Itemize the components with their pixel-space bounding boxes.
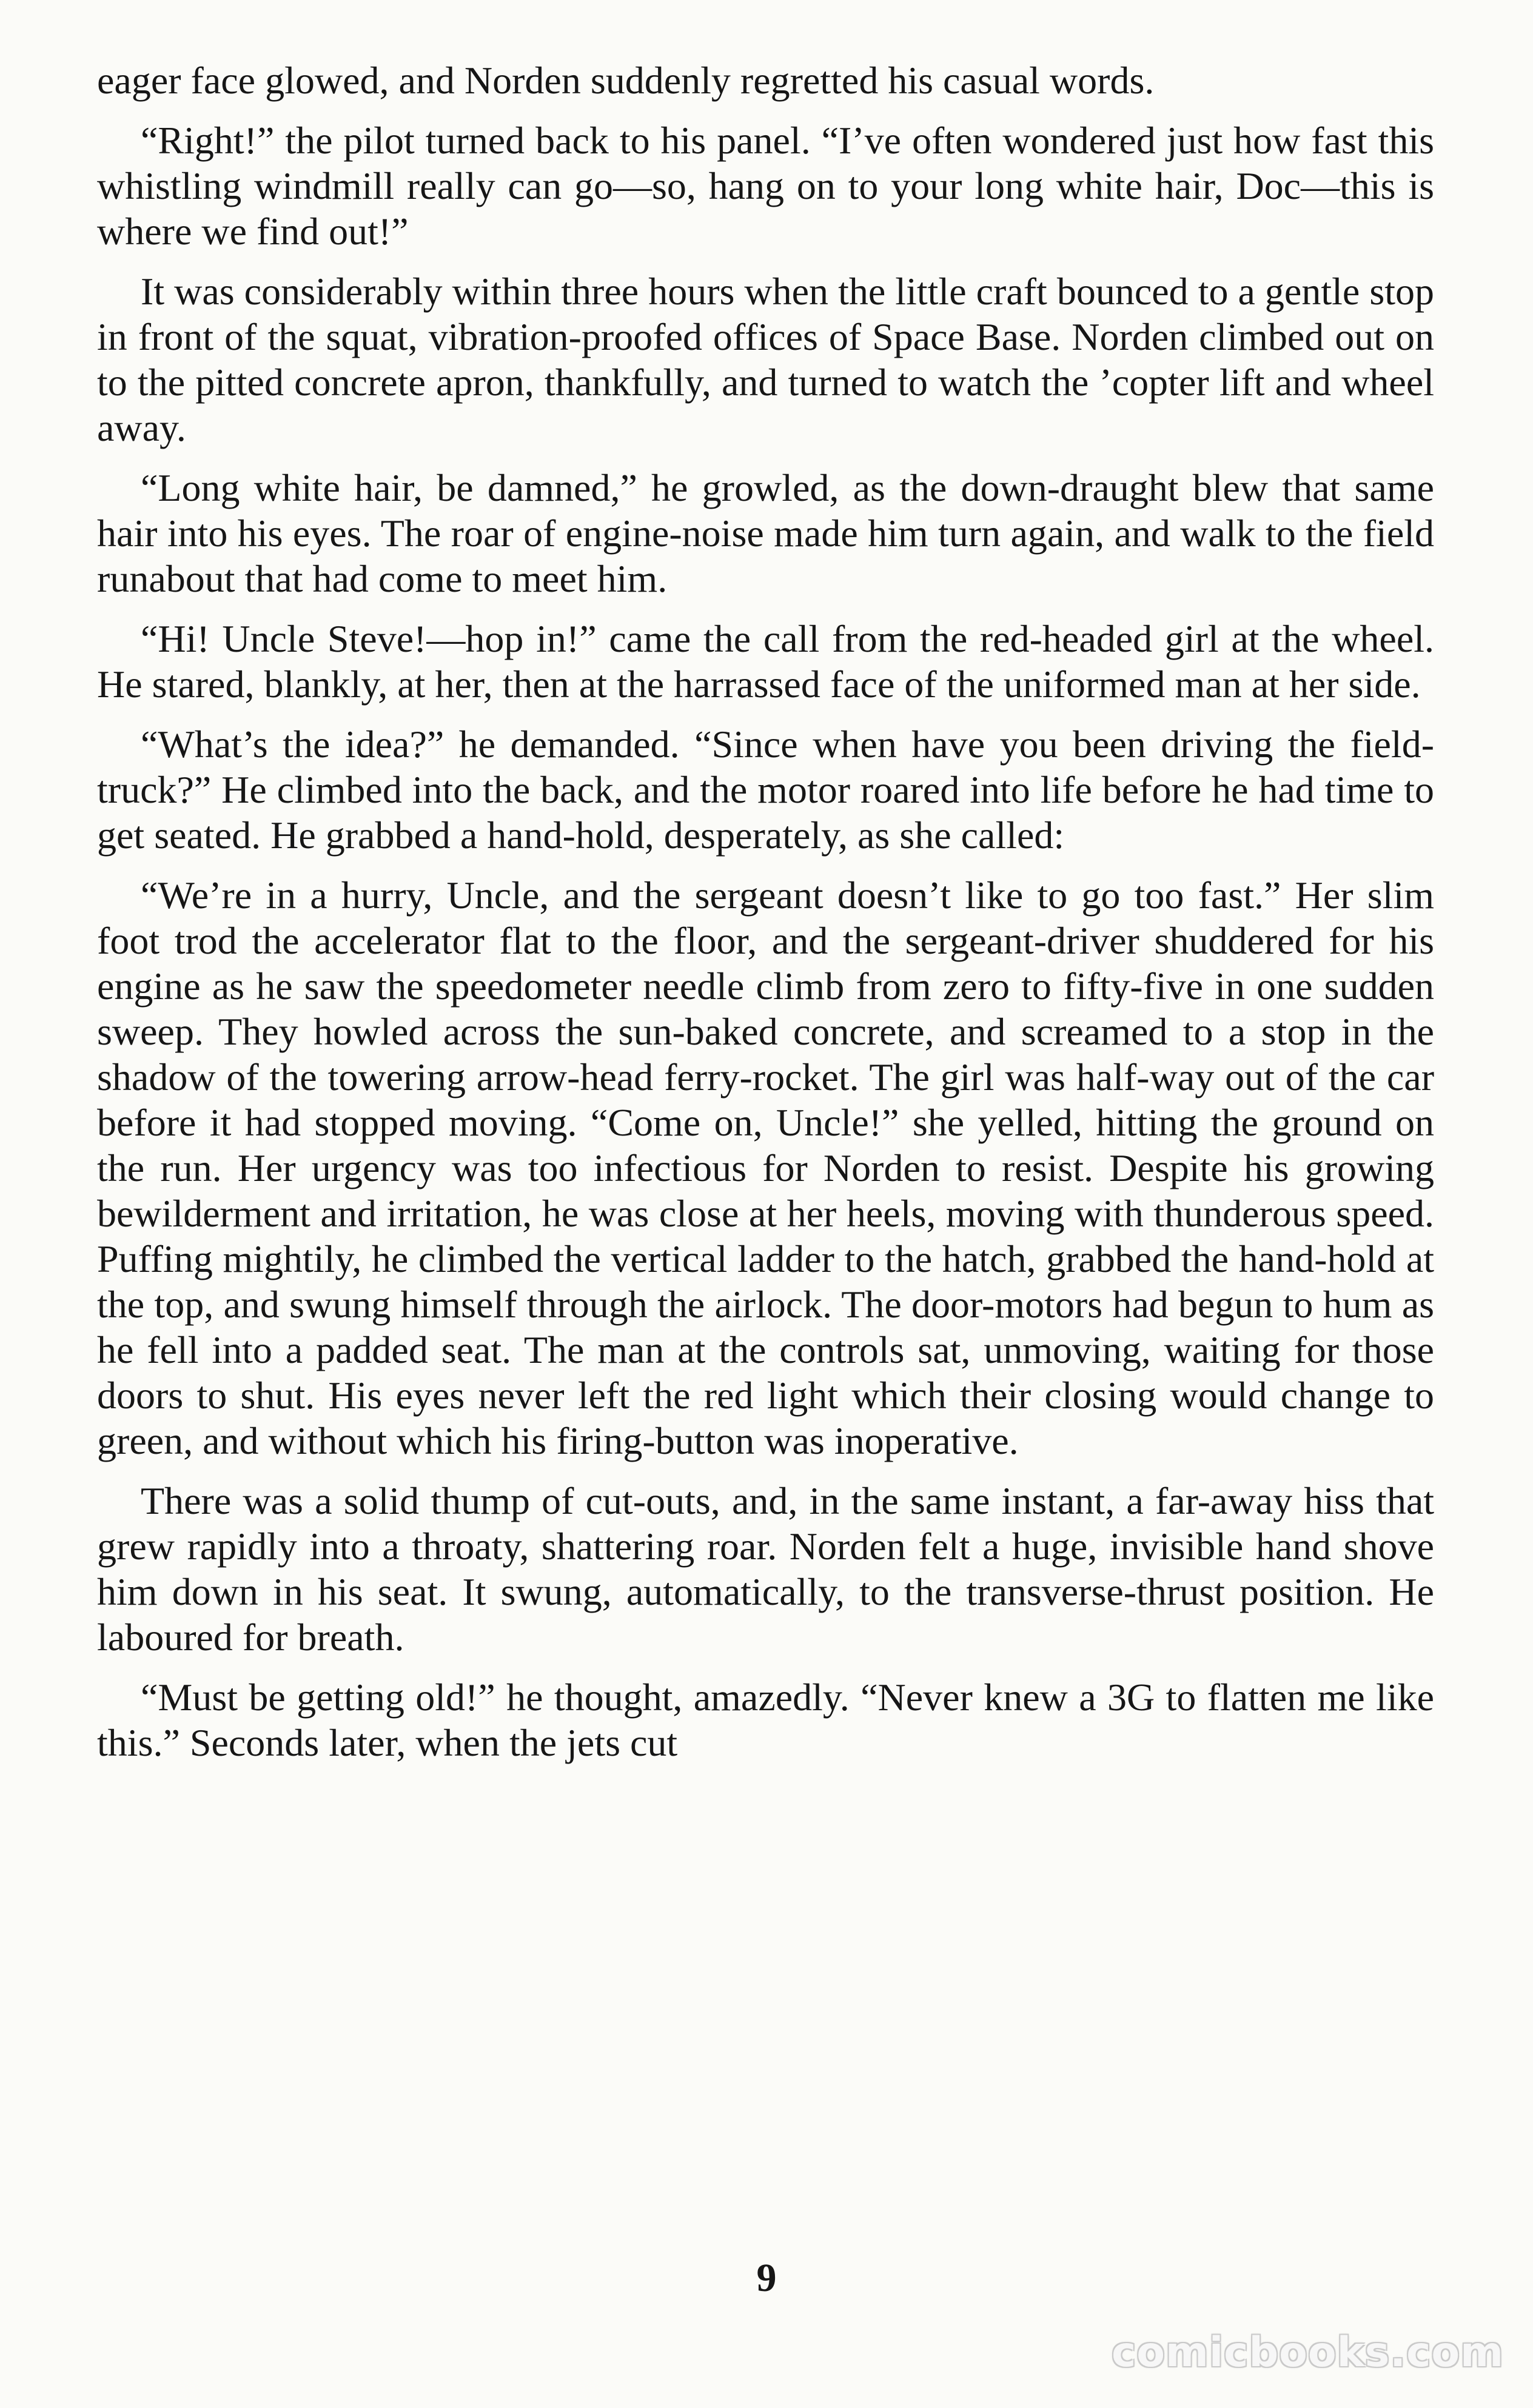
paragraph-3: It was considerably within three hours when the little craft bounced to a gentle stop in front of the squat, vibration-proofed offices of Space Base. Norden climbed out on to the pitted concrete apron, thankfully, and turned to watch the ’copter lift and wheel away. — [97, 270, 1434, 449]
paragraph-2: “Right!” the pilot turned back to his panel. “I’ve often wondered just how fast this whistling windmill really can go—so, hang on to your long white hair, Doc—this is where we find out!” — [97, 119, 1434, 253]
story-text — [97, 58, 1434, 1780]
paragraph-6: “What’s the idea?” he demanded. “Since when have you been driving the field-truck?” He climbed into the back, and the motor roared into life before he had time to get seated. He grabbed a hand-hold, desperately, as she called: — [97, 723, 1434, 857]
paragraph-1: eager face glowed, and Norden suddenly regretted his casual words. — [97, 59, 1155, 102]
paragraph-8: There was a solid thump of cut-outs, and, in the same instant, a far-away hiss that grew rapidly into a throaty, shattering roar. Norden felt a huge, invisible hand shove him down in his seat. It swung, automatically, to the transverse-thrust position. He laboured for breath. — [97, 1479, 1434, 1659]
paragraph-4: “Long white hair, be damned,” he growled, as the down-draught blew that same hair into his eyes. The roar of engine-noise made him turn again, and walk to the field runabout that had come to meet him. — [97, 466, 1434, 600]
paragraph-9: “Must be getting old!” he thought, amazedly. “Never knew a 3G to flatten me like this.” Seconds later, when the jets cut — [97, 1676, 1434, 1764]
paragraph-5: “Hi! Uncle Steve!—hop in!” came the call from the red-headed girl at the wheel. He stared, blankly, at her, then at the harrassed face of the uniformed man at her side. — [97, 617, 1434, 706]
page-number: 9 — [756, 2256, 777, 2300]
watermark: comicbooks.com — [1111, 2329, 1504, 2376]
paragraph-7: “We’re in a hurry, Uncle, and the sergeant doesn’t like to go too fast.” Her slim foot trod the accelerator flat to the floor, and the sergeant-driver shuddered for his engine as he saw the speedometer needle climb from zero to fifty-five in one sudden sweep. They howled across the sun-baked concrete, and screamed to a stop in the shadow of the towering arrow-head ferry-rocket. The girl was half-way out of the car before it had stopped moving. “Come on, Uncle!” she yelled, hitting the ground on the run. Her urgency was too infectious for Norden to resist. Despite his growing bewilderment and irritation, he was close at her heels, moving with thunderous speed. Puffing mightily, he climbed the vertical ladder to the hatch, grabbed the hand-hold at the top, and swung himself through the airlock. The door-motors had begun to hum as he fell into a padded seat. The man at the controls sat, unmoving, waiting for those doors to shut. His eyes never left the red light which their closing would change to green, and without which his firing-button was inoperative. — [97, 874, 1434, 1462]
